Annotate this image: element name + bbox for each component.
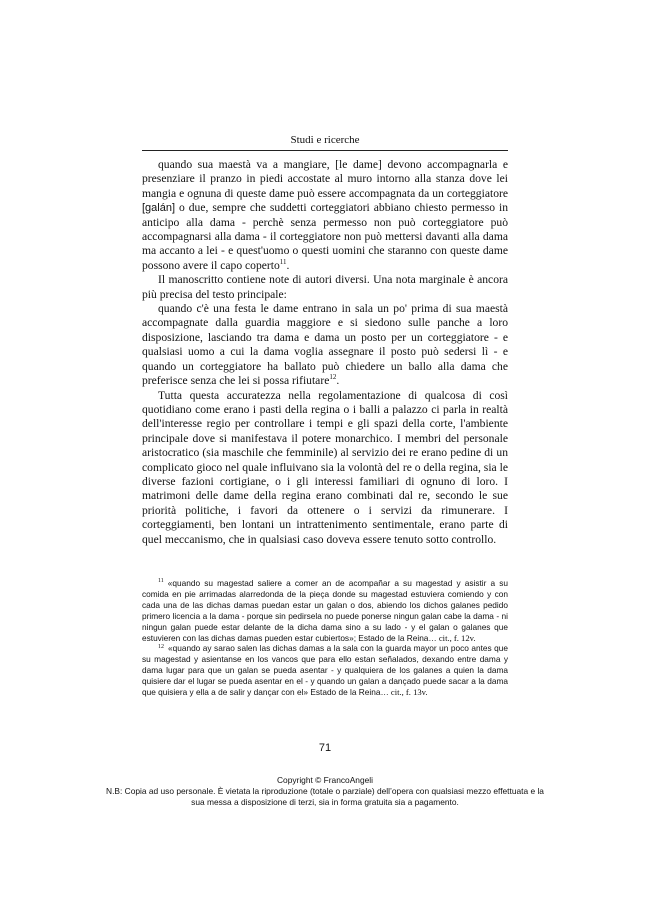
paragraph-3	[142, 302, 508, 388]
galan-term: [galán]	[142, 202, 176, 215]
footnote-11-text: «quando su magestad saliere a comer an de acompañar a su magestad y asistir a su comida en pie arrimadas alarredonda de la pieça donde su magestad estuviera comiendo y con cada una de las dichas damas puedan estar un galan o dos, abiendo los dichos galanes pedido primero licencia a la dama - porque sin pedirsela no puede ponerse ningun galan cabe la dama - ni ningun galan puede estar delante de la dicha dama sino a su lado - y el galan o galanes que estuvieren con las dichas damas pueden estar cubiertos»; Estado de la Reina…	[142, 578, 508, 643]
paragraph-3-end: .	[336, 374, 340, 388]
footnotes	[142, 578, 508, 698]
footnote-11-number: 11	[158, 578, 164, 585]
footnote-ref-11[interactable]: 11	[279, 257, 287, 266]
paragraph-1	[142, 158, 508, 273]
footnote-12	[142, 643, 508, 698]
running-header: Studi e ricerche	[290, 134, 360, 146]
header-rule	[142, 150, 508, 151]
footnote-11-citation: cit., f. 12v.	[436, 632, 476, 643]
footnote-12-citation: cit., f. 13v.	[388, 687, 428, 698]
paragraph-1-end: .	[286, 258, 290, 272]
paragraph-4: Tutta questa accuratezza nella regolamentazione di qualcosa di così quotidiano come erano i pasti della regina o i balli a palazzo ci parla in realtà dell'interesse regio per controllare i tempi e gli spazi della corte, l'ambiente principale dove si manifestava il potere monarchico. I membri del personale aristocratico (sia maschile che femminile) al servizio dei re erano pedine di un complicato gioco nel quale influivano sia la volontà del re o della regina, sia le diverse fazioni cortigiane, o i gli interessi familiari di ognuno di loro. I matrimoni delle dame della regina erano combinati dal re, secondo le sue priorità politiche, i favori da ottenere o i servizi da rimunerare. I corteggiamenti, ben lontani un intrattenimento sentimentale, erano parte di quel meccanismo, che in qualsiasi caso doveva essere tenuto sotto controllo.	[142, 388, 508, 546]
page-number: 71	[318, 742, 332, 754]
main-text	[142, 158, 508, 547]
paragraph-1-part-a: quando sua maestà va a mangiare, [le dame] devono accompagnarla e presenziare il pranzo in piedi accostate al muro intorno alla stanza dove lei mangia e ognuna di queste dame può essere accompagnata da un corteggiatore	[142, 158, 508, 200]
usage-notice: N.B: Copia ad uso personale. È vietata la riproduzione (totale o parziale) dell’opera con qualsiasi mezzo effettuata e la sua messa a disposizione di terzi, sia in forma gratuita sia a pagamento.	[106, 786, 544, 807]
footnote-11	[142, 578, 508, 643]
footnote-ref-12[interactable]: 12	[329, 373, 337, 382]
paragraph-1-part-b: o due, sempre che suddetti corteggiatori abbiano chiesto permesso in anticipo alla dama - perchè senza permesso non può corteggiatore può accompagnarsi alla dama - il corteggiatore non può mettersi davanti alla dama ma accanto a lei - e quest'uomo o questi uomini che staranno con queste dame possono avere il capo coperto	[142, 201, 508, 272]
paragraph-2: Il manoscritto contiene note di autori diversi. Una nota marginale è ancora più precisa del testo principale:	[142, 273, 508, 301]
paragraph-3-text: quando c'è una festa le dame entrano in sala un po' prima di sua maestà accompagnate dalla guardia maggiore e si siedono sulle panche a loro disposizione, lasciando tra dama e dama un posto per un corteggiatore - e qualsiasi uomo a cui la dama voglia assegnare il posto può sedersi lì - e quando un corteggiatore ha ballato può chiedere un ballo alla dama che preferisce senza che lei si possa rifiutare	[142, 302, 508, 388]
footnote-12-text: «quando ay sarao salen las dichas damas a la sala con la guarda mayor un poco antes que su magestad y asientanse en los vancos que para ello estan señalados, dexando entre dama y dama lugar para que un galan se pueda asentar - y qualquiera de los galanes a quien la dama quisiere dar el lugar se pueda asentar en el - y quando un galan a dançado puede sacar a la dama que quisiera y ella a de salir y dançar con el» Estado de la Reina…	[142, 643, 508, 698]
footnote-12-number: 12	[158, 643, 164, 650]
copyright-line: Copyright © FrancoAngeli	[276, 775, 373, 785]
